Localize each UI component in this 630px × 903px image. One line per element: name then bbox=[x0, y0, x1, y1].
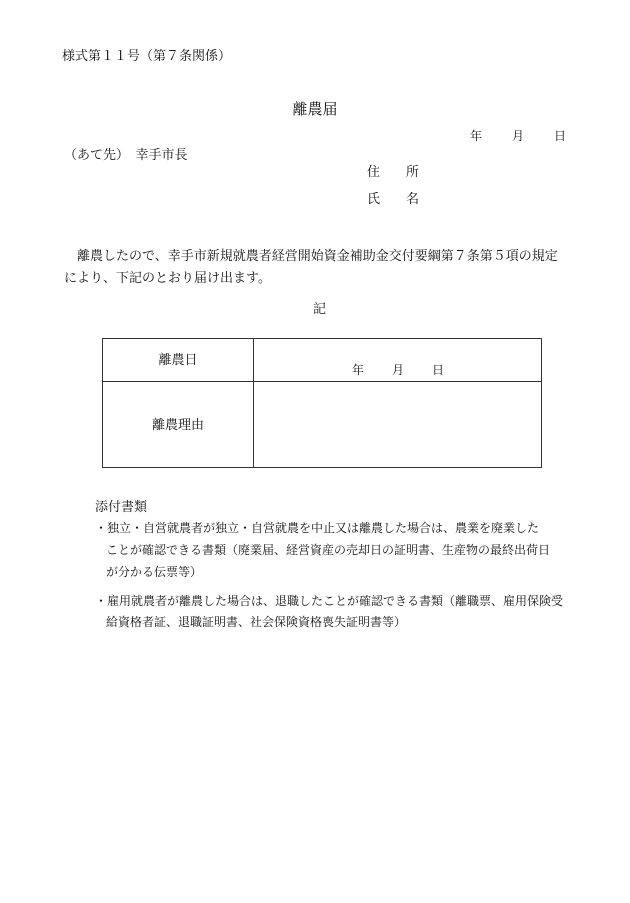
table-date-year: 年 bbox=[351, 363, 364, 377]
attachment-item-1-line-1: ・独立・自営就農者が独立・自営就農を中止又は離農した場合は、農業を廃業した bbox=[95, 521, 540, 535]
table-label-retirement-date: 離農日 bbox=[158, 353, 198, 368]
addressee: （あて先） 幸手市長 bbox=[64, 148, 188, 163]
attachment-item-1-line-3: が分かる伝票等） bbox=[106, 565, 203, 579]
date-month-label: 月 bbox=[512, 129, 525, 143]
table-date-month: 月 bbox=[391, 363, 404, 377]
attachment-item-2-line-1: ・雇用就農者が離農した場合は、退職したことが確認できる書類（離職票、雇用保険受 bbox=[95, 594, 564, 608]
address-label-char-2: 所 bbox=[406, 165, 420, 180]
date-year-label: 年 bbox=[470, 129, 483, 143]
name-label-char-1: 氏 bbox=[367, 192, 381, 207]
table-label-retirement-reason: 離農理由 bbox=[151, 418, 204, 433]
address-label-char-1: 住 bbox=[367, 165, 381, 180]
table-date-day: 日 bbox=[432, 363, 445, 377]
address-label bbox=[367, 165, 419, 181]
name-label-char-2: 名 bbox=[406, 192, 420, 207]
form-number: 様式第１１号（第７条関係） bbox=[62, 49, 232, 64]
submission-date bbox=[470, 129, 566, 143]
body-text-line-2: により、下記のとおり届け出ます。 bbox=[64, 271, 271, 286]
table-value-retirement-date[interactable] bbox=[253, 363, 543, 377]
table-value-retirement-reason[interactable] bbox=[254, 382, 541, 467]
attachments-heading: 添付書類 bbox=[95, 500, 148, 515]
document-title: 離農届 bbox=[292, 100, 338, 118]
ki-heading: 記 bbox=[313, 302, 327, 317]
details-table bbox=[102, 338, 542, 468]
attachment-item-1-line-2: ことが確認できる書類（廃業届、経営資産の売却日の証明書、生産物の最終出荷日 bbox=[106, 543, 551, 557]
body-text-line-1: 離農したので、幸手市新規就農者経営開始資金補助金交付要綱第７条第５項の規定 bbox=[77, 249, 558, 264]
name-label bbox=[367, 192, 419, 208]
attachment-item-2-line-2: 給資格者証、退職証明書、社会保険資格喪失証明書等） bbox=[106, 615, 407, 629]
date-day-label: 日 bbox=[554, 129, 567, 143]
